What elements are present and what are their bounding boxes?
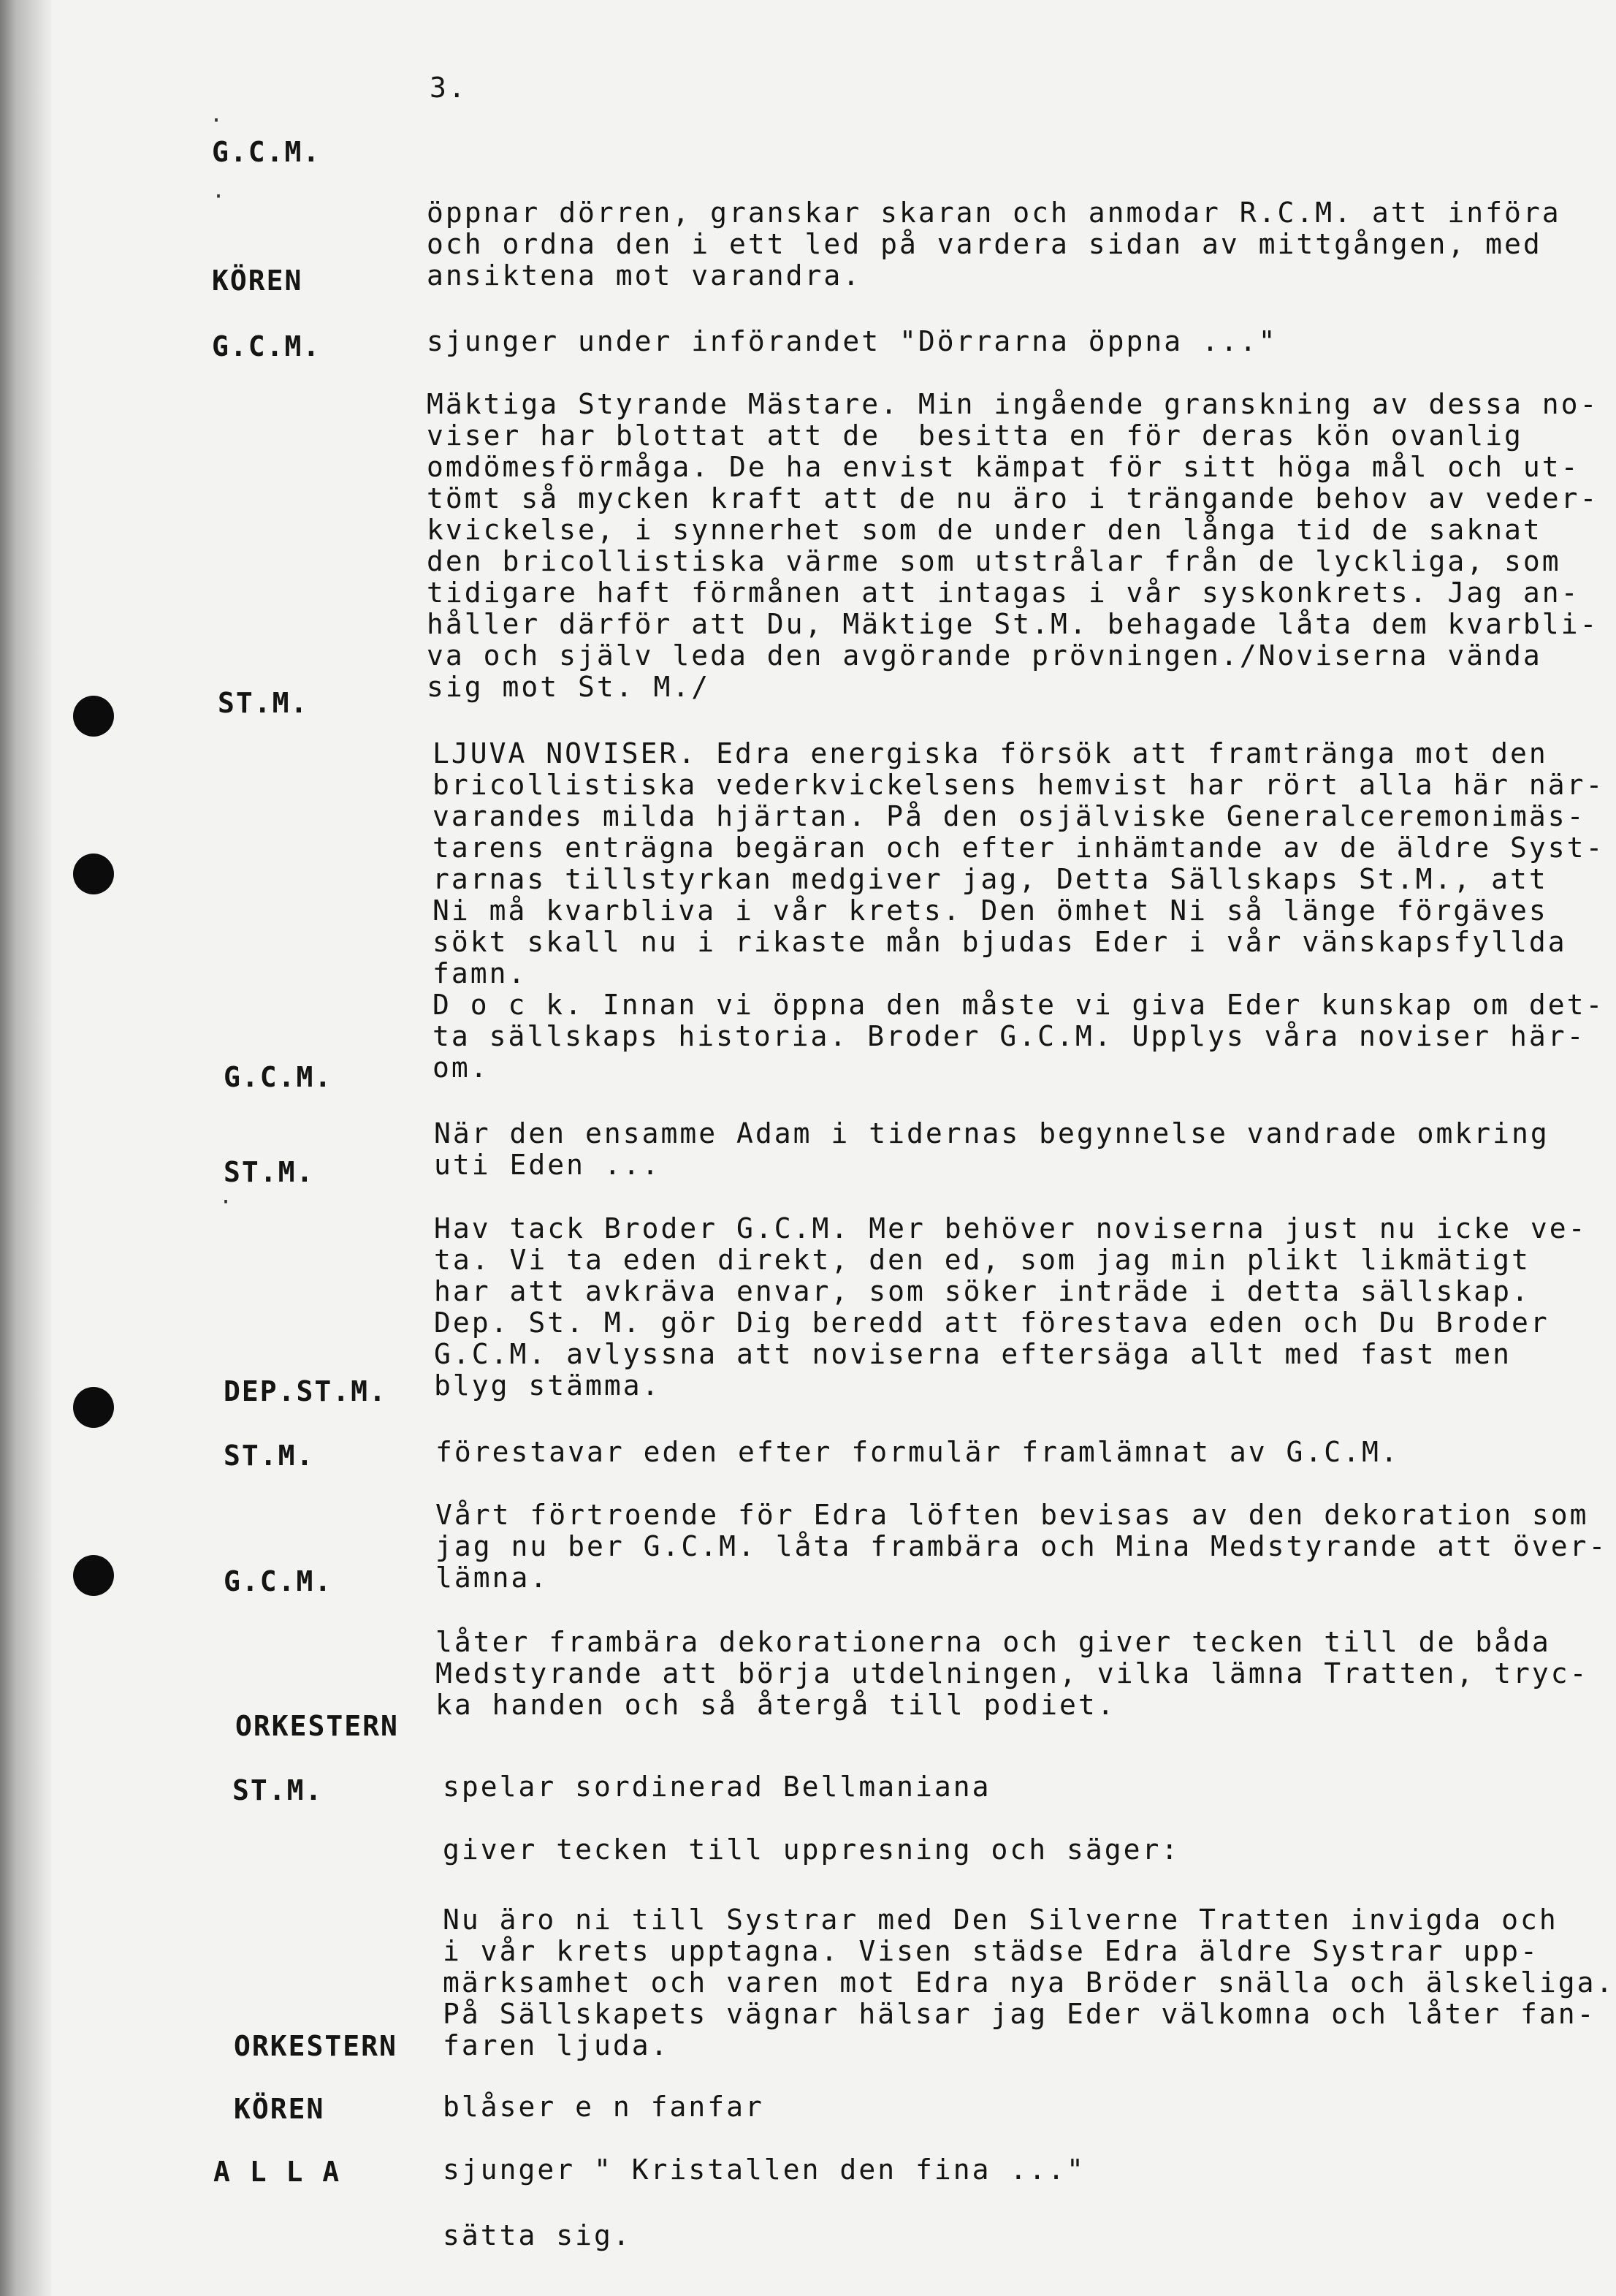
dialogue-text: Vårt förtroende för Edra löften bevisas av den dekoration som jag nu ber G.C.M. låta frambära och Mina Medstyrande att över- lämna. (435, 1499, 1608, 1594)
speaker-label: G.C.M. (212, 136, 321, 168)
speaker-label: KÖREN (212, 265, 303, 297)
speaker-label: ST.M. (218, 687, 309, 719)
dialogue-text: LJUVA NOVISER. Edra energiska försök att framtränga mot den bricollistiska vederkvickelsens hemvist har rört alla här när- varandes milda hjärtan. På den osjälviske Generalceremonimäs- tarens enträgna begäran och efter inhämtande av de äldre Syst- rarnas tillstyrkan medgiver jag, Detta Sällskaps St.M., att Ni må kvarbliva i vår krets. Den ömhet Ni så länge förgäves sökt skall nu i rikaste mån bjudas Eder i vår vänskapsfyllda famn. D o c k. Innan vi öppna den måste vi giva Eder kunskap om det- ta sällskaps historia. Broder G.C.M. Upplys våra noviser här- om. (432, 737, 1605, 1084)
stage-direction: öppnar dörren, granskar skaran och anmodar R.C.M. att införa och ordna den i ett led på vardera sidan av mittgången, med ansiktena mot varandra. (427, 197, 1561, 292)
page-number: 3. (430, 72, 468, 104)
dialogue-text: Mäktiga Styrande Mästare. Min ingående granskning av dessa no- viser har blottat att de besitta en för deras kön ovanlig omdömesförmåga. De ha envist kämpat för sitt höga mål och ut- tömt så mycken kraft att de nu äro i trängande behov av veder- kvickelse, i synnerhet som de under den långa tid de saknat den bricollistiska värme som utstrålar från de lyckliga, som tidigare haft förmånen att intagas i vår syskonkrets. Jag an- håller därför att Du, Mäktige St.M. behagade låta dem kvarbli- va och själv leda den avgörande prövningen./Noviserna vända sig mot St. M./ (427, 388, 1599, 703)
stage-direction: sätta sig. (443, 2219, 632, 2251)
punch-hole (73, 1387, 114, 1428)
punch-hole (73, 696, 114, 737)
margin-mark: · (219, 1190, 233, 1215)
stage-direction: giver tecken till uppresning och säger: (443, 1833, 1181, 1866)
speaker-label: KÖREN (234, 2093, 325, 2125)
margin-mark: · (210, 108, 224, 134)
speaker-label: A L L A (213, 2156, 341, 2188)
scan-left-edge (0, 0, 51, 2296)
punch-hole (73, 1555, 114, 1596)
speaker-label: ST.M. (232, 1774, 324, 1806)
stage-direction: sjunger under införandet "Dörrarna öppna ..." (427, 325, 1278, 357)
speaker-label: DEP.ST.M. (224, 1375, 387, 1407)
dialogue-text: Nu äro ni till Systrar med Den Silverne Tratten invigda och i vår krets upptagna. Visen städse Edra äldre Systrar upp- märksamhet och varen mot Edra nya Bröder snälla och älskeliga. På Sällskapets vägnar hälsar jag Eder välkomna och låter fan- faren ljuda. (443, 1904, 1615, 2061)
stage-direction: låter frambära dekorationerna och giver tecken till de båda Medstyrande att börja utdelningen, vilka lämna Tratten, tryc- ka handen och så återgå till podiet. (435, 1626, 1589, 1721)
speaker-label: ST.M. (224, 1440, 315, 1472)
speaker-label: G.C.M. (212, 330, 321, 362)
speaker-label: G.C.M. (224, 1565, 333, 1597)
stage-direction: spelar sordinerad Bellmaniana (443, 1771, 991, 1803)
stage-direction: förestavar eden efter formulär framlämnat av G.C.M. (435, 1436, 1400, 1468)
speaker-label: ORKESTERN (235, 1710, 399, 1742)
margin-mark: · (212, 184, 226, 210)
dialogue-text: När den ensamme Adam i tidernas begynnelse vandrade omkring uti Eden ... (434, 1117, 1550, 1181)
speaker-label: G.C.M. (224, 1061, 333, 1093)
speaker-label: ST.M. (224, 1156, 315, 1188)
stage-direction: sjunger " Kristallen den fina ..." (443, 2154, 1086, 2186)
stage-direction: blåser e n fanfar (443, 2091, 764, 2123)
speaker-label: ORKESTERN (234, 2030, 397, 2062)
dialogue-text: Hav tack Broder G.C.M. Mer behöver noviserna just nu icke ve- ta. Vi ta eden direkt, den ed, som jag min plikt likmätigt har att avkräva envar, som söker inträde i detta sällskap. Dep. St. M. gör Dig beredd att förestava eden och Du Broder G.C.M. avlyssna att noviserna eftersäga allt med fast men blyg stämma. (434, 1212, 1588, 1402)
punch-hole (73, 854, 114, 894)
